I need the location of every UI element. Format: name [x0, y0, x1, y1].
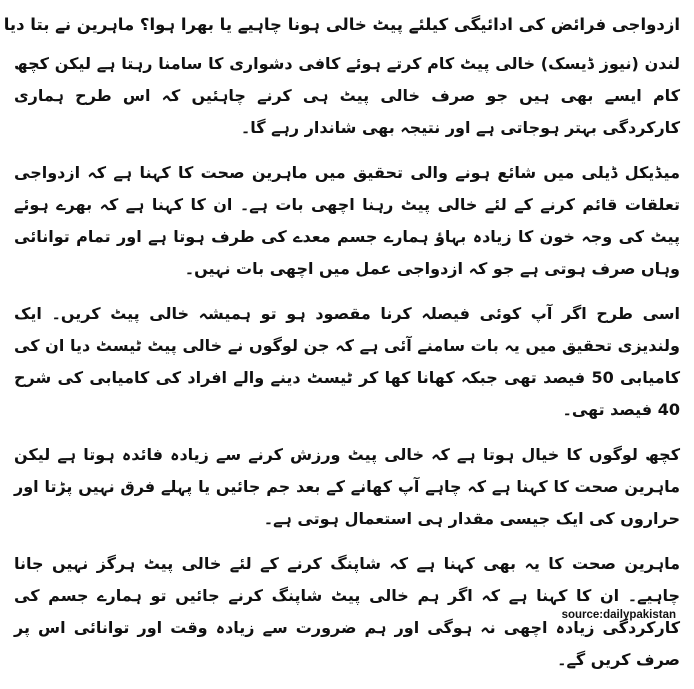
- source-credit: source:dailypakistan: [561, 609, 676, 621]
- paragraph-shopping: ماہرین صحت کا یہ بھی کہنا ہے کہ شاپنگ کرنے کے لئے خالی پیٹ ہرگز نہیں جانا چاہیے۔ ان کا کہنا ہے کہ اگر ہم خالی پیٹ شاپنگ کرنے جائیں تو ہمارے جسم کی کارکردگی زیادہ اچھی نہ ہوگی اور ہم ضرورت سے زیادہ وقت اور توانائی اس پر صرف کریں گے۔: [14, 554, 680, 669]
- paragraph-medical-daily: میڈیکل ڈیلی میں شائع ہونے والی تحقیق میں ماہرین صحت کا کہنا ہے کہ ازدواجی تعلقات قائم کرنے کے لئے خالی پیٹ رہنا اچھی بات ہے۔ ان کا کہنا ہے کہ بھرے ہوئے پیٹ کی وجہ خون کا زیادہ بہاﺅ ہمارے جسم معدے کی طرف ہوتا ہے اور تمام توانائی وہاں صرف ہوتی ہے جو کہ ازدواجی عمل میں اچھی بات نہیں۔: [14, 163, 680, 278]
- paragraph-intro: لندن (نیوز ڈیسک) خالی پیٹ کام کرتے ہوئے کافی دشواری کا سامنا رہتا ہے لیکن کچھ کام ایسے بھی ہیں جو صرف خالی پیٹ ہی کرنے چاہئیں کہ اس طرح ہماری کارکردگی بہتر ہوجاتی ہے اور نتیجہ بھی شاندار رہے گا۔: [14, 54, 680, 137]
- paragraph-decision-making: اسی طرح اگر آپ کوئی فیصلہ کرنا مقصود ہو تو ہمیشہ خالی پیٹ کریں۔ ایک ولندیزی تحقیق میں یہ بات سامنے آئی ہے کہ جن لوگوں نے خالی پیٹ ٹیسٹ دیا ان کی کامیابی 50 فیصد تھی جبکہ کھانا کھا کر ٹیسٹ دینے والے افراد کی کامیابی کی شرح 40 فیصد تھی۔: [14, 304, 681, 419]
- article-title: ازدواجی فرائض کی ادائیگی کیلئے پیٹ خالی ہونا چاہیے یا بھرا ہوا؟ ماہرین نے بتا دیا: [3, 15, 680, 34]
- paragraph-exercise: کچھ لوگوں کا خیال ہوتا ہے کہ خالی پیٹ ورزش کرنے سے زیادہ فائدہ ہوتا ہے لیکن ماہرین صحت کا کہنا ہے کہ چاہے آپ کھانے کے بعد جم جائیں یا پہلے فرق نہیں پڑتا اور حراروں کی ایک جیسی مقدار ہی استعمال ہوتی ہے۔: [14, 445, 680, 528]
- article: [3, 8, 681, 689]
